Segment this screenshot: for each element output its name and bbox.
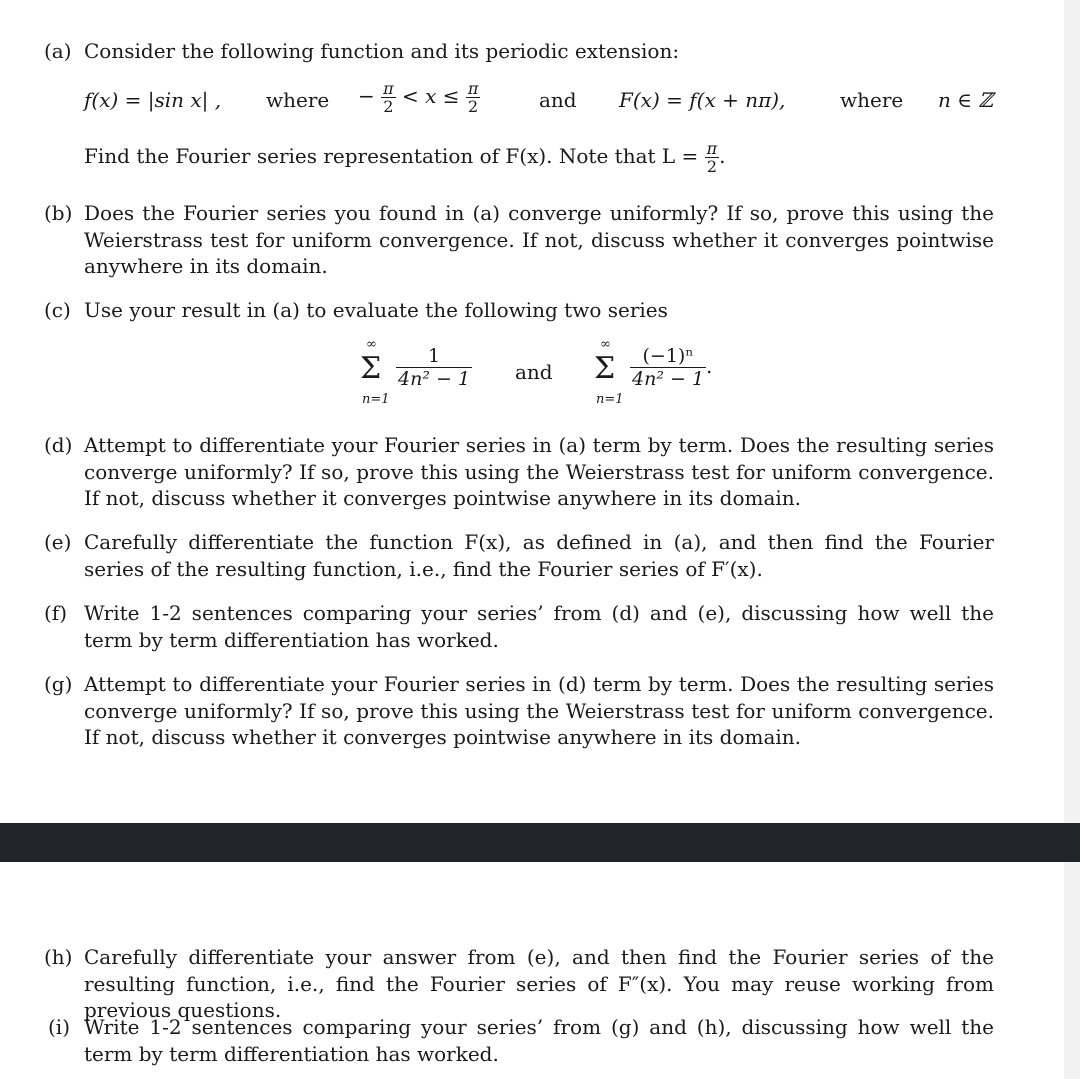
question-text: Attempt to differentiate your Fourier series in (d) term by term. Does the resulting series converge uniformly? If so, prove this using the Weierstrass test for uniform convergence. If not, discuss whether it converges pointwise anywhere in its domain. <box>84 672 994 749</box>
where-text: where <box>840 88 904 112</box>
question-a-intro <box>44 38 994 65</box>
sum-lower-limit: n=1 <box>362 392 390 407</box>
question-b <box>44 200 994 280</box>
question-e <box>44 529 994 582</box>
find-fourier-text: Find the Fourier series representation of F(x). Note that L = $\frac{\pi}{2}$ . <box>84 139 726 176</box>
sum-upper-limit: ∞ <box>366 337 377 352</box>
question-text: Write 1-2 sentences comparing your series’ from (d) and (e), discussing how well the term by term differentiation has worked. <box>84 601 994 652</box>
page-edge <box>1064 862 1080 1079</box>
question-label: (b) <box>44 201 73 225</box>
question-h <box>44 944 994 1024</box>
function-definition: f(x) = |sin x| , <box>84 88 222 112</box>
question-label: (d) <box>44 433 73 457</box>
question-label: (f) <box>44 601 68 625</box>
question-text: Consider the following function and its periodic extension: <box>84 39 680 63</box>
question-text: Does the Fourier series you found in (a) converge uniformly? If so, prove this using the Weierstrass test for uniform convergence. If not, discuss whether it converges pointwise anywhere in its domain. <box>84 201 994 278</box>
and-text: and <box>515 360 553 384</box>
question-label: (i) <box>48 1015 71 1039</box>
question-text: Write 1-2 sentences comparing your series’ from (g) and (h), discussing how well the term by term differentiation has worked. <box>84 1015 994 1066</box>
series-one-fraction: $\frac{1}{\text{4n² − 1}}$ <box>398 345 471 390</box>
question-g <box>44 671 994 751</box>
sigma-symbol: Σ <box>594 351 616 386</box>
sum-upper-limit: ∞ <box>600 337 611 352</box>
pi-over-2: $\frac{\pi}{2}$ <box>706 139 718 176</box>
and-text: and <box>539 88 577 112</box>
pi-over-2: $\frac{\pi}{2}$ <box>383 79 394 116</box>
page-edge <box>1064 0 1080 823</box>
periodic-extension: F(x) = f(x + nπ), <box>619 88 786 112</box>
sigma-symbol: Σ <box>360 351 382 386</box>
where-text: where <box>266 88 330 112</box>
question-text: Attempt to differentiate your Fourier series in (a) term by term. Does the resulting series converge uniformly? If so, prove this using the Weierstrass test for uniform convergence. If not, discuss whether it converges pointwise anywhere in its domain. <box>84 433 994 510</box>
page-gap-bar <box>0 823 1080 862</box>
domain-inequality: − $\frac{\pi}{2}$ < x ≤ $\frac{\pi}{2}$ <box>358 79 479 116</box>
question-text: Use your result in (a) to evaluate the following two series <box>84 298 668 322</box>
question-label: (e) <box>44 530 72 554</box>
question-c <box>44 297 994 324</box>
question-i <box>44 1014 994 1067</box>
integer-set: n ∈ ℤ <box>938 88 993 112</box>
series-two-fraction: $\frac{\text{(−1)ⁿ}}{\text{4n² − 1}}$ . <box>632 345 713 390</box>
question-label: (c) <box>44 298 71 322</box>
question-label: (g) <box>44 672 73 696</box>
pi-over-2: $\frac{\pi}{2}$ <box>467 79 479 116</box>
sum-lower-limit: n=1 <box>596 392 624 407</box>
question-label: (a) <box>44 39 72 63</box>
question-label: (h) <box>44 945 73 969</box>
question-d <box>44 432 994 512</box>
question-text: Carefully differentiate the function F(x), as defined in (a), and then find the Fourier series of the resulting function, i.e., find the Fourier series of F′(x). <box>84 530 994 581</box>
question-f <box>44 600 994 653</box>
question-text: Carefully differentiate your answer from (e), and then find the Fourier series of the resulting function, i.e., find the Fourier series of F″(x). You may reuse working from previous questions. <box>84 945 994 1022</box>
